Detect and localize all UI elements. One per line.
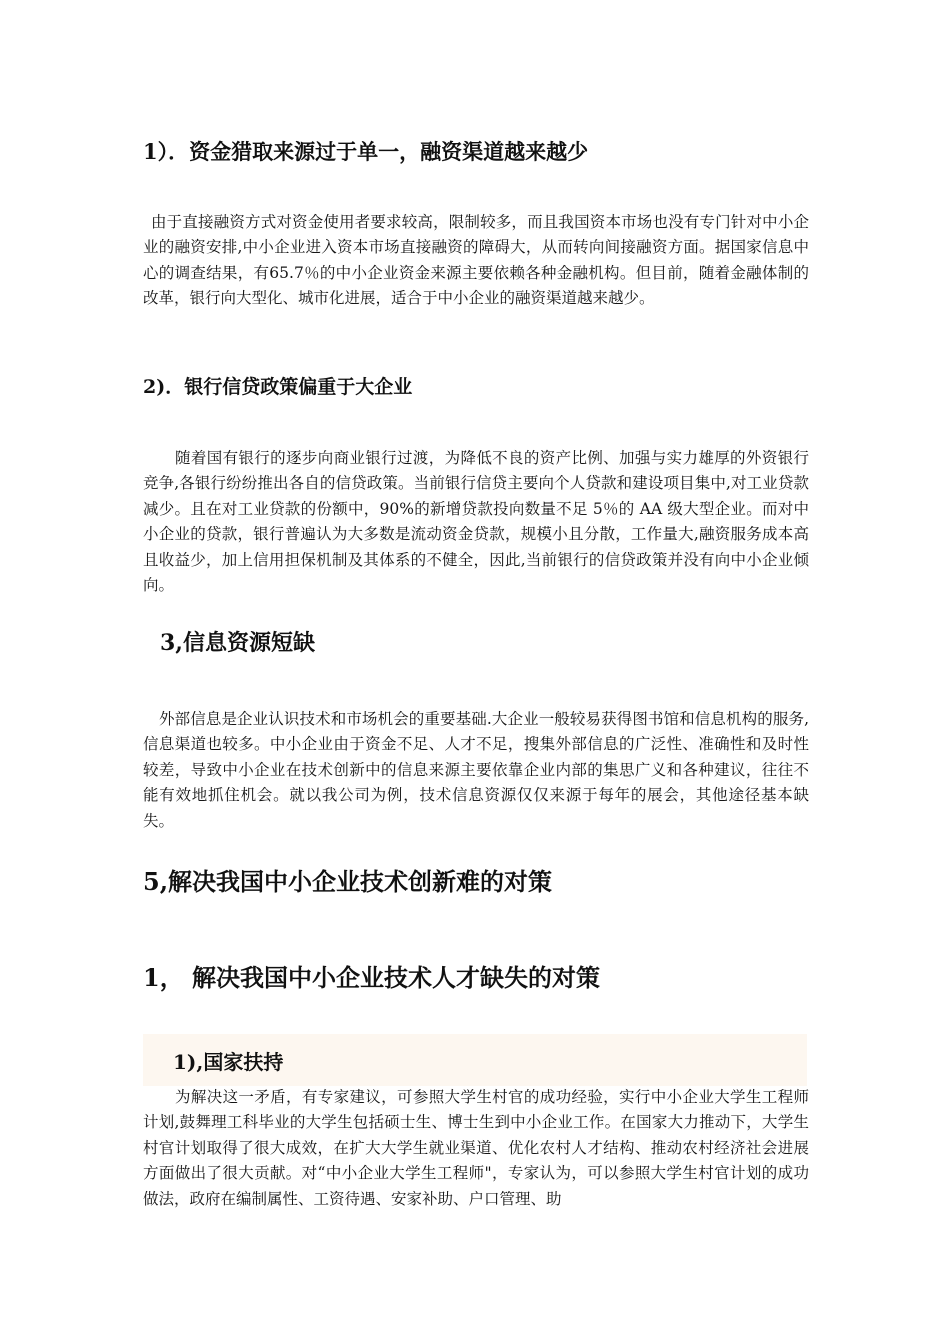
section-heading-information-shortage: 3,信息资源短缺 xyxy=(160,630,315,656)
paragraph-funding-sources: 由于直接融资方式对资金使用者要求较高，限制较多，而且我国资本市场也没有专门针对中小企业的融资安排,中小企业进入资本市场直接融资的障碍大，从而转向间接融资方面。据国家信息中心的调查结果，有65.7％的中小企业资金来源主要依赖各种金融机构。但目前，随着金融体制的改革，银行向大型化、城市化进展，适合于中小企业的融资渠道越来越少。 xyxy=(143,213,809,308)
subheading-state-support: 1),国家扶持 xyxy=(173,1050,284,1074)
paragraph-bank-credit-policy: 随着国有银行的逐步向商业银行过渡，为降低不良的资产比例、加强与实力雄厚的外资银行竞争,各银行纷纷推出各自的信贷政策。当前银行信贷主要向个人贷款和建设项目集中,对工业贷款减少。且在对工业贷款的份额中，90%的新增贷款投向数量不足 5％的 AA 级大型企业。而对中小企业的贷款，银行普遍认为大多数是流动资金贷款，规模小且分散，工作量大,融资服务成本高且收益少，加上信用担保机制及其体系的不健全，因此,当前银行的信贷政策并没有向中小企业倾向。 xyxy=(143,449,809,595)
chapter-heading-countermeasures: 5,解决我国中小企业技术创新难的对策 xyxy=(143,867,553,896)
highlighted-heading-block xyxy=(143,1034,807,1086)
section-heading-funding-sources: 1）．资金猎取来源过于单一，融资渠道越来越少 xyxy=(143,139,589,164)
subsection-heading-talent-shortage: 1， 解决我国中小企业技术人才缺失的对策 xyxy=(143,963,601,992)
paragraph-state-support: 为解决这一矛盾，有专家建议，可参照大学生村官的成功经验，实行中小企业大学生工程师计划,鼓舞理工科毕业的大学生包括硕士生、博士生到中小企业工作。在国家大力推动下，大学生村官计划取得了很大成效，在扩大大学生就业渠道、优化农村人才结构、推动农村经济社会进展方面做出了很大贡献。对“中小企业大学生工程师"，专家认为，可以参照大学生村官计划的成功做法，政府在编制属性、工资待遇、安家补助、户口管理、助 xyxy=(143,1088,809,1208)
paragraph-information-shortage: 外部信息是企业认识技术和市场机会的重要基础.大企业一般较易获得图书馆和信息机构的服务,信息渠道也较多。中小企业由于资金不足、人才不足，搜集外部信息的广泛性、准确性和及时性较差，导致中小企业在技术创新中的信息来源主要依靠企业内部的集思广义和各种建议，往往不能有效地抓住机会。就以我公司为例，技术信息资源仅仅来源于每年的展会，其他途径基本缺失。 xyxy=(143,710,809,830)
section-heading-bank-credit-policy: 2)．银行信贷政策偏重于大企业 xyxy=(143,376,413,398)
